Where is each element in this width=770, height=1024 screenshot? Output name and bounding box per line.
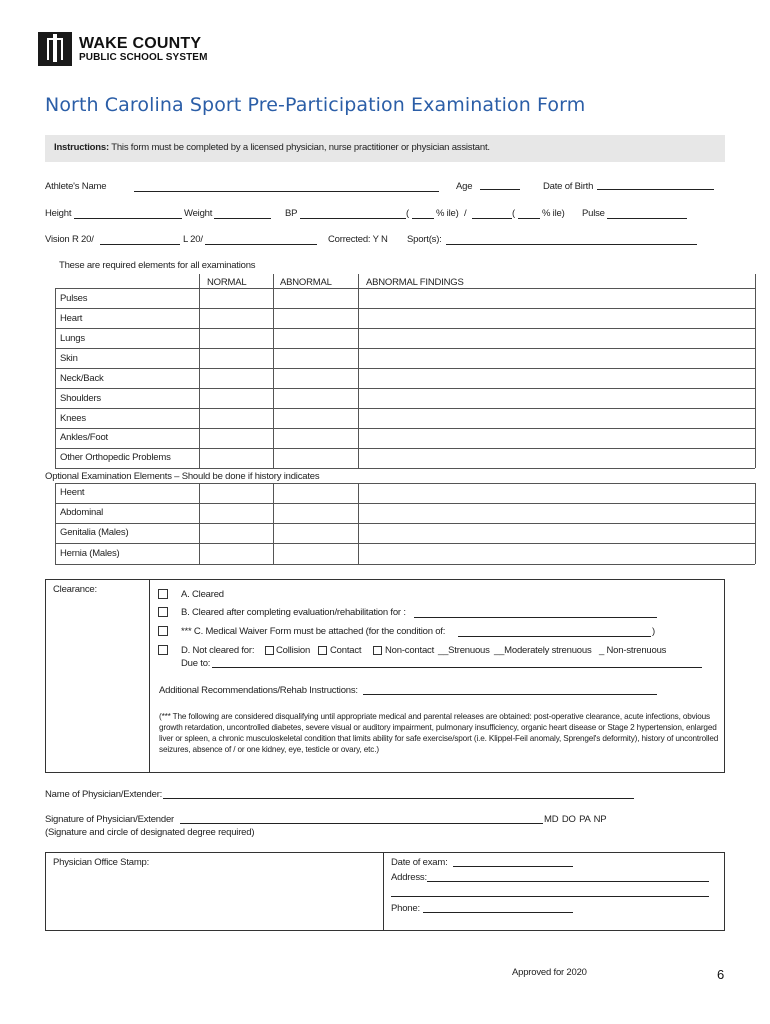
phone-label: Phone: xyxy=(391,903,420,914)
date-of-exam-label: Date of exam: xyxy=(391,857,448,868)
instructions-body: This form must be completed by a licensed physician, nurse practitioner or physician assistant. xyxy=(111,142,490,153)
due-to-label: Due to: xyxy=(181,658,211,669)
required-caption: These are required elements for all examinations xyxy=(59,260,256,271)
logo-title: WAKE COUNTY xyxy=(79,35,202,52)
noncontact-checkbox[interactable] xyxy=(373,646,382,655)
bp-label: BP xyxy=(285,208,298,219)
bp-percentile-2-field[interactable] xyxy=(518,218,540,219)
bp-percentile-1-field[interactable] xyxy=(412,218,434,219)
medical-waiver-checkbox[interactable] xyxy=(158,626,168,636)
address-field-2[interactable] xyxy=(391,896,709,897)
height-field[interactable] xyxy=(74,218,182,219)
age-label: Age xyxy=(456,181,473,192)
bp-field[interactable] xyxy=(300,218,406,219)
degree-options[interactable]: MD DO PA NP xyxy=(544,814,607,825)
table-row: Skin xyxy=(60,353,78,364)
table-row: Shoulders xyxy=(60,393,101,404)
contact-checkbox[interactable] xyxy=(318,646,327,655)
sports-label: Sport(s): xyxy=(407,234,442,245)
table-row: Other Orthopedic Problems xyxy=(60,452,171,463)
address-field-1[interactable] xyxy=(427,881,709,882)
vision-right-label: Vision R 20/ xyxy=(45,234,94,245)
table-row: Knees xyxy=(60,413,86,424)
weight-label: Weight xyxy=(184,208,213,219)
dob-label: Date of Birth xyxy=(543,181,594,192)
form-title: North Carolina Sport Pre-Participation Examination Form xyxy=(45,94,586,116)
collision-checkbox[interactable] xyxy=(265,646,274,655)
corrected-label[interactable]: Corrected: Y N xyxy=(328,234,388,245)
additional-recommendations-label: Additional Recommendations/Rehab Instructions: xyxy=(159,685,358,696)
additional-recommendations-field[interactable] xyxy=(363,694,657,695)
table-row: Pulses xyxy=(60,293,88,304)
dob-field[interactable] xyxy=(597,189,714,190)
phone-field[interactable] xyxy=(423,912,573,913)
moderately-strenuous-option[interactable]: __Moderately strenuous xyxy=(494,645,592,656)
approved-note: Approved for 2020 xyxy=(512,967,587,978)
pulse-field[interactable] xyxy=(607,218,687,219)
instructions-label: Instructions: xyxy=(54,142,109,153)
waiver-condition-field[interactable] xyxy=(458,636,651,637)
instructions-text xyxy=(54,142,490,153)
collision-label: Collision xyxy=(276,645,311,656)
table-row: Lungs xyxy=(60,333,85,344)
wcpss-logo-icon xyxy=(38,32,72,66)
athlete-name-field[interactable] xyxy=(134,191,439,192)
column-normal: NORMAL xyxy=(207,277,247,288)
column-abnormal: ABNORMAL xyxy=(280,277,332,288)
table-row: Heart xyxy=(60,313,83,324)
table-row: Neck/Back xyxy=(60,373,104,384)
table-row: Hernia (Males) xyxy=(60,548,120,559)
physician-signature-label: Signature of Physician/Extender xyxy=(45,814,174,825)
due-to-field[interactable] xyxy=(212,667,702,668)
sports-field[interactable] xyxy=(446,244,697,245)
vision-right-field[interactable] xyxy=(100,244,180,245)
table-row: Abdominal xyxy=(60,507,104,518)
rehab-condition-field[interactable] xyxy=(414,617,657,618)
bp-percentile-2-label: % ile) xyxy=(542,208,565,219)
bp-diastolic-field[interactable] xyxy=(472,218,512,219)
pulse-label: Pulse xyxy=(582,208,605,219)
option-a-label: A. Cleared xyxy=(181,589,224,600)
contact-label: Contact xyxy=(330,645,362,656)
vision-left-field[interactable] xyxy=(205,244,317,245)
vision-left-label: L 20/ xyxy=(183,234,203,245)
bp-percentile-1-label: % ile) xyxy=(436,208,459,219)
logo-subtitle: PUBLIC SCHOOL SYSTEM xyxy=(79,52,208,63)
option-d-label: D. Not cleared for: xyxy=(181,645,255,656)
physician-signature-field[interactable] xyxy=(180,823,543,824)
age-field[interactable] xyxy=(480,189,520,190)
clearance-label: Clearance: xyxy=(53,584,97,595)
signature-note: (Signature and circle of designated degree required) xyxy=(45,827,255,838)
table-row: Heent xyxy=(60,487,85,498)
not-cleared-checkbox[interactable] xyxy=(158,645,168,655)
disqualifying-conditions-note: (*** The following are considered disqualifying until appropriate medical and parental releases are obtained: post-operative clearance, acute infections, obvious growth retardation, uncontrolled diabetes, severe visual or auditory impairment, pulmonary insufficiency, organic heart disease or Stage 2 hypertension, enlarged liver or spleen, a chronic musculoskeletal condition that limits ability for safe exercise/sport (i.e. Klippel-Feil anomaly, Sprengel's deformity), history of uncontrolled seizures, absence of / or one kidney, eye, testicle or ovary, etc.) xyxy=(159,712,719,754)
height-label: Height xyxy=(45,208,72,219)
column-abnormal-findings: ABNORMAL FINDINGS xyxy=(366,277,464,288)
table-row: Genitalia (Males) xyxy=(60,527,129,538)
cleared-checkbox[interactable] xyxy=(158,589,168,599)
date-of-exam-field[interactable] xyxy=(453,866,573,867)
noncontact-label: Non-contact xyxy=(385,645,435,656)
physician-name-field[interactable] xyxy=(163,798,634,799)
page-number: 6 xyxy=(717,967,725,982)
physician-name-label: Name of Physician/Extender: xyxy=(45,789,163,800)
cleared-after-eval-checkbox[interactable] xyxy=(158,607,168,617)
strenuous-option[interactable]: __Strenuous xyxy=(438,645,490,656)
weight-field[interactable] xyxy=(214,218,271,219)
athlete-name-label: Athlete's Name xyxy=(45,181,107,192)
address-label: Address: xyxy=(391,872,427,883)
bp-slash: / xyxy=(464,208,467,219)
non-strenuous-option[interactable]: _ Non-strenuous xyxy=(599,645,667,656)
option-b-label: B. Cleared after completing evaluation/rehabilitation for : xyxy=(181,607,406,618)
optional-caption: Optional Examination Elements – Should be done if history indicates xyxy=(45,471,320,482)
option-c-label: *** C. Medical Waiver Form must be attached (for the condition of: xyxy=(181,626,446,637)
table-row: Ankles/Foot xyxy=(60,432,108,443)
stamp-label: Physician Office Stamp: xyxy=(53,857,150,868)
